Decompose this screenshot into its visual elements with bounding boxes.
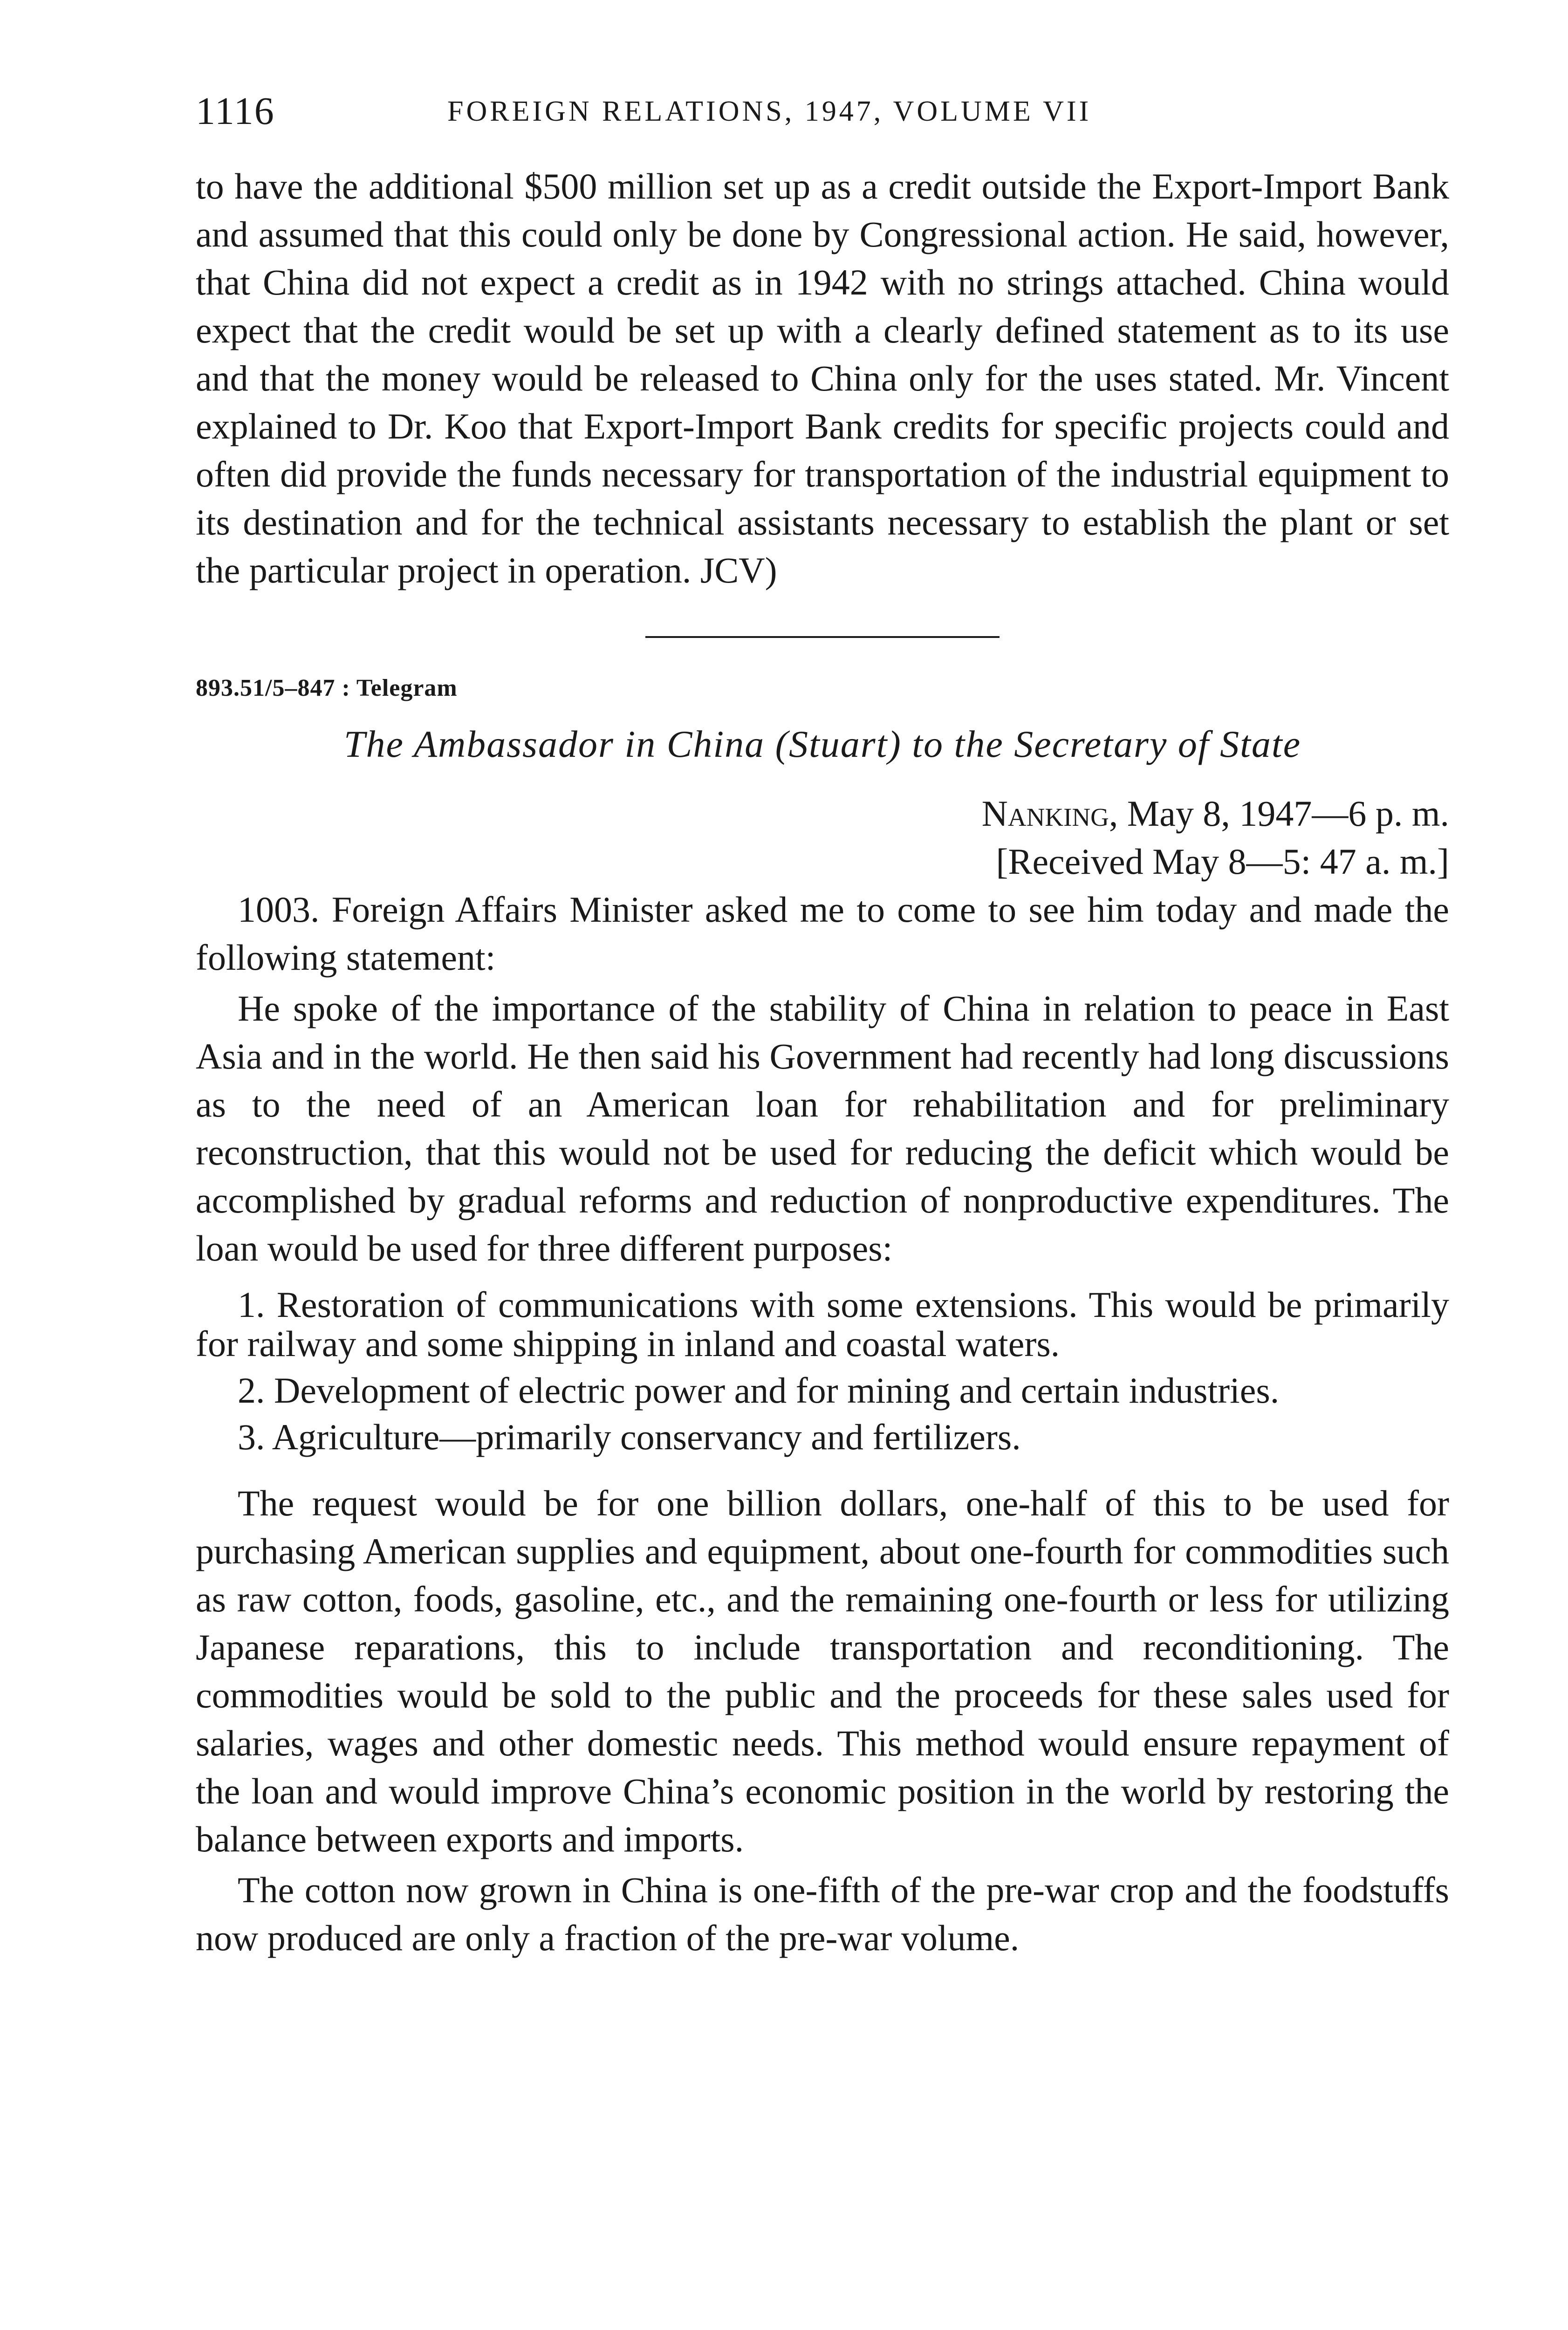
list-item: 2. Development of electric power and for mining and certain industries. [238, 1370, 1280, 1411]
list-item: 3. Agriculture—primarily conservancy and fertilizers. [238, 1417, 1021, 1457]
dateline [196, 789, 1449, 837]
document-page [196, 89, 1449, 1962]
section-divider [645, 636, 1000, 638]
telegram-paragraph-3: The request would be for one billion dollars, one-half of this to be used for purchasing American supplies and equipment, about one-fourth for commodities such as raw cotton, foods, gasoline, etc., and the remaining one-fourth or less for utilizing Japanese reparations, this to include transportation and reconditioning. The commodities would be sold to the public and the proceeds for these sales used for salaries, wages and other domestic needs. This method would ensure repayment of the loan and would improve China’s economic position in the world by restoring the balance between exports and imports. [196, 1483, 1449, 1859]
received-line: [Received May 8—5: 47 a. m.] [996, 841, 1449, 882]
telegram-paragraph-1: 1003. Foreign Affairs Minister asked me to come to see him today and made the following statement: [196, 889, 1449, 978]
telegram-paragraph-2: He spoke of the importance of the stability of China in relation to peace in East Asia and in the world. He then said his Government had recently had long discussions as to the need of an American loan for rehabilitation and for preliminary reconstruction, that this would not be used for reducing the deficit which would be accomplished by gradual reforms and reduction of nonproductive expenditures. The loan would be used for three different purposes: [196, 988, 1449, 1268]
file-number: 893.51/5–847 : Telegram [196, 675, 458, 701]
list-item: 1. Restoration of communications with some extensions. This would be primarily for railway and some shipping in inland and coastal waters. [196, 1284, 1449, 1364]
telegram-paragraph-4: The cotton now grown in China is one-fifth of the pre-war crop and the foodstuffs now produced are only a fraction of the pre-war volume. [196, 1870, 1449, 1958]
purposes-list [196, 1285, 1449, 1457]
running-head [196, 89, 1449, 140]
continuation-paragraph: to have the additional $500 million set up as a credit outside the Export-Import Bank and assumed that this could only be done by Congressional action. He said, however, that China did not expect a credit as in 1942 with no strings attached. China would expect that the credit would be set up with a clearly defined statement as to its use and that the money would be released to China only for the uses stated. Mr. Vincent explained to Dr. Koo that Export-Import Bank credits for specific projects could and often did provide the funds necessary for transportation of the industrial equipment to its destination and for the technical assistants necessary to establish the plant or set the particular project in operation. JCV) [196, 166, 1449, 590]
page-number: 1116 [196, 89, 275, 133]
document-heading: The Ambassador in China (Stuart) to the Secretary of State [343, 723, 1301, 765]
dateline-place: Nanking, [981, 793, 1118, 834]
dateline-date: May 8, 1947—6 p. m. [1127, 793, 1449, 834]
running-title: FOREIGN RELATIONS, 1947, VOLUME VII [447, 96, 1092, 127]
